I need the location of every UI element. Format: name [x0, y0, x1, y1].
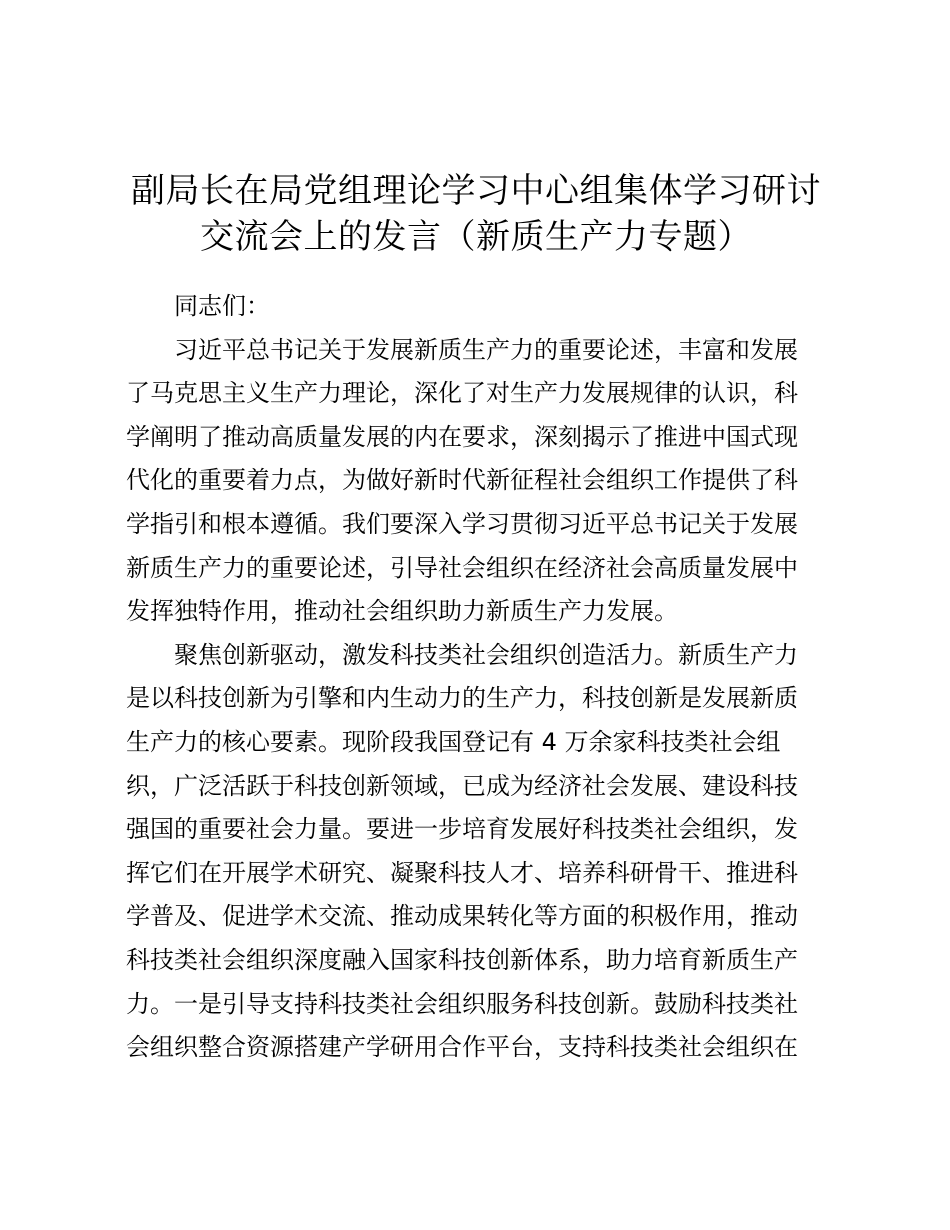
paragraph-line: 代化的重要着力点，为做好新时代新征程社会组织工作提供了科 [126, 466, 798, 495]
paragraph-line: 强国的重要社会力量。要进一步培育发展好科技类社会组织，发 [126, 815, 798, 844]
paragraph-line: 聚焦创新驱动，激发科技类社会组织创造活力。新质生产力 [174, 640, 798, 669]
document-title [118, 168, 834, 260]
paragraph-line: 是以科技创新为引擎和内生动力的生产力，科技创新是发展新质 [126, 684, 798, 713]
paragraph-line: 习近平总书记关于发展新质生产力的重要论述，丰富和发展 [174, 335, 798, 364]
paragraph-line: 生产力的核心要素。现阶段我国登记有 4 万余家科技类社会组 [126, 727, 781, 756]
paragraph-line: 科技类社会组织深度融入国家科技创新体系，助力培育新质生产 [126, 945, 798, 974]
title-line: 副局长在局党组理论学习中心组集体学习研讨 [131, 171, 821, 211]
paragraph-line: 织，广泛活跃于科技创新领域，已成为经济社会发展、建设科技 [126, 771, 798, 800]
paragraph-line: 力。一是引导支持科技类社会组织服务科技创新。鼓励科技类社 [126, 989, 798, 1018]
paragraph-line: 学普及、促进学术交流、推动成果转化等方面的积极作用，推动 [126, 902, 798, 931]
title-line: 交流会上的发言（新质生产力专题） [200, 217, 752, 257]
paragraph-line: 挥它们在开展学术研究、凝聚科技人才、培养科研骨干、推进科 [126, 858, 798, 887]
paragraph-line: 新质生产力的重要论述，引导社会组织在经济社会高质量发展中 [126, 553, 798, 582]
document-body [126, 285, 826, 1070]
salutation: 同志们： [174, 292, 270, 320]
paragraph-line: 学阐明了推动高质量发展的内在要求，深刻揭示了推进中国式现 [126, 422, 798, 451]
paragraph-line: 了马克思主义生产力理论，深化了对生产力发展规律的认识，科 [126, 379, 798, 408]
paragraph-line: 发挥独特作用，推动社会组织助力新质生产力发展。 [126, 597, 678, 626]
paragraph-line: 学指引和根本遵循。我们要深入学习贯彻习近平总书记关于发展 [126, 509, 798, 538]
paragraph-line: 会组织整合资源搭建产学研用合作平台，支持科技类社会组织在 [126, 1033, 798, 1062]
